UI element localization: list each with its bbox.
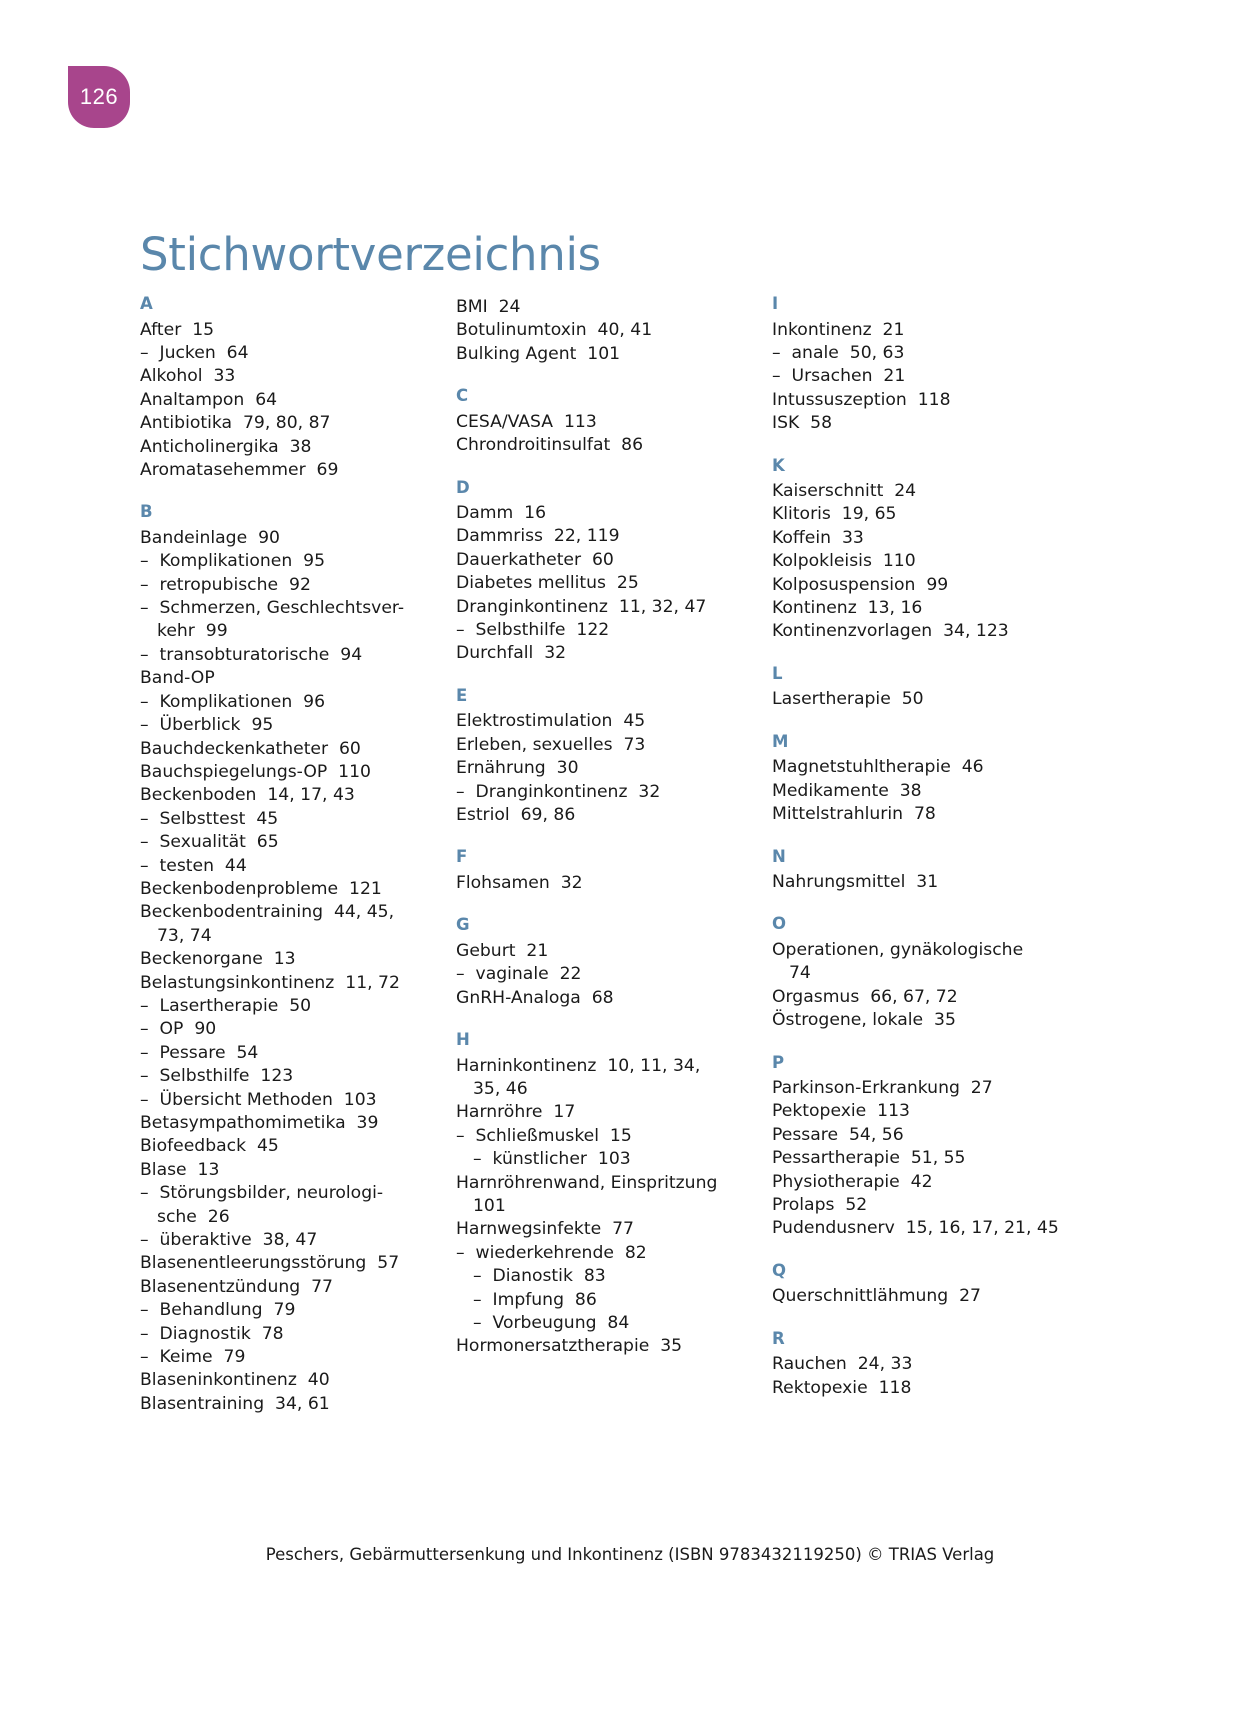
index-entry: Biofeedback 45 [140,1136,279,1157]
index-entry: Rektopexie 118 [772,1377,912,1398]
index-letter-heading: F [456,847,468,867]
index-entry: Kaiserschnitt 24 [772,481,917,502]
index-entry: – wiederkehrende 82 [456,1242,647,1263]
index-entry: Belastungsinkontinenz 11, 72 [140,972,400,993]
index-letter-heading: K [772,455,785,475]
index-entry: Inkontinenz 21 [772,319,905,340]
index-entry: Parkinson-Erkrankung 27 [772,1078,993,1099]
index-entry: Erleben, sexuelles 73 [456,734,646,755]
index-entry-continuation: kehr 99 [157,621,228,642]
index-column-3 [772,296,1088,1416]
index-entry: Bauchdeckenkatheter 60 [140,738,361,759]
index-entry: Koffein 33 [772,527,864,548]
index-entry: – Komplikationen 96 [140,691,326,712]
index-columns [140,296,1090,1416]
index-entry: Anticholinergika 38 [140,436,312,457]
index-entry: Blase 13 [140,1159,220,1180]
index-entry: ISK 58 [772,413,833,434]
index-entry: Rauchen 24, 33 [772,1354,913,1375]
index-entry: Betasympathomimetika 39 [140,1113,379,1133]
index-entry: – Sexualität 65 [140,832,279,853]
index-entry: – testen 44 [140,855,247,876]
index-entry: Antibiotika 79, 80, 87 [140,413,331,434]
index-entry: Bulking Agent 101 [456,343,621,364]
index-letter-heading: D [456,477,470,497]
index-entry: – Komplikationen 95 [140,551,326,572]
index-entry: – Störungsbilder, neurologi- [140,1183,384,1204]
index-entry: – Behandlung 79 [140,1300,296,1321]
index-entry: Nahrungsmittel 31 [772,872,939,892]
index-entry: Chrondroitinsulfat 86 [456,435,644,456]
index-entry: Kontinenzvorlagen 34, 123 [772,621,1009,642]
index-entry: – Ursachen 21 [772,366,906,387]
index-entry: Mittelstrahlurin 78 [772,804,936,825]
index-letter-heading: O [772,914,787,934]
index-entry: – Vorbeugung 84 [473,1313,630,1333]
index-letter-heading: C [456,386,469,406]
index-letter-heading: N [772,846,786,866]
index-entry: – Selbsthilfe 123 [140,1066,294,1087]
index-entry: – OP 90 [140,1019,217,1040]
index-entry: Damm 16 [456,503,547,524]
index-entry: Beckenboden 14, 17, 43 [140,785,355,806]
index-entry: Elektrostimulation 45 [456,711,646,732]
index-entry: – anale 50, 63 [772,342,905,363]
index-entry: Harnröhre 17 [456,1102,576,1123]
index-entry: – Selbsthilfe 122 [456,620,610,641]
index-entry-continuation: 101 [473,1195,506,1216]
index-letter-heading: Q [772,1260,787,1280]
index-entry: Pessartherapie 51, 55 [772,1148,966,1169]
index-entry: Harnwegsinfekte 77 [456,1219,634,1240]
index-entry: – Diagnostik 78 [140,1323,284,1344]
index-entry: Ernährung 30 [456,758,579,779]
index-entry: Klitoris 19, 65 [772,504,897,525]
index-letter-heading: L [772,663,783,683]
index-entry: Geburt 21 [456,940,549,961]
page-number-badge [68,66,130,128]
index-entry: Alkohol 33 [140,366,236,387]
index-entry: – Jucken 64 [140,342,249,363]
index-entry: Intussuszeption 118 [772,389,951,410]
index-entry-continuation: 35, 46 [473,1078,528,1099]
index-entry: – überaktive 38, 47 [140,1230,318,1251]
index-entry: Pudendusnerv 15, 16, 17, 21, 45 [772,1218,1059,1239]
index-entry: – künstlicher 103 [473,1149,631,1170]
index-entry: – Dranginkontinenz 32 [456,781,661,802]
index-entry: Östrogene, lokale 35 [772,1010,956,1031]
index-letter-heading: M [772,731,789,751]
index-entry: Harnröhrenwand, Einspritzung [456,1172,718,1193]
index-column-2 [456,296,772,1416]
index-entry: Blasenentleerungsstörung 57 [140,1253,400,1274]
index-entry-continuation: 73, 74 [157,925,212,946]
index-entry: Analtampon 64 [140,389,278,410]
index-entry: Hormonersatztherapie 35 [456,1336,683,1357]
index-entry: GnRH-Analoga 68 [456,987,614,1008]
index-entry: Kolposuspension 99 [772,574,949,595]
index-entry: Dauerkatheter 60 [456,549,614,570]
index-entry: – transobturatorische 94 [140,644,363,665]
index-letter-heading: E [456,685,468,705]
index-entry: Beckenbodentraining 44, 45, [140,902,395,923]
index-entry: – Schließmuskel 15 [456,1125,632,1146]
index-entry: Beckenbodenprobleme 121 [140,878,382,899]
index-entry: – Schmerzen, Geschlechtsver- [140,598,405,619]
index-entry: – Impfung 86 [473,1289,597,1310]
index-entry: Dammriss 22, 119 [456,526,620,547]
page-number-label: 126 [79,84,119,109]
index-entry: Physiotherapie 42 [772,1171,933,1192]
index-entry-continuation: 74 [789,963,811,984]
index-entry: – Überblick 95 [140,715,274,736]
index-entry: Bauchspiegelungs-OP 110 [140,761,371,782]
index-entry: Querschnittlähmung 27 [772,1286,981,1307]
index-entry: – Lasertherapie 50 [140,995,312,1016]
index-entry: – Übersicht Methoden 103 [140,1089,377,1110]
index-entry: Kontinenz 13, 16 [772,598,923,619]
index-entry: Operationen, gynäkologische [772,939,1024,960]
index-entry: Flohsamen 32 [456,872,583,893]
index-entry: Aromatasehemmer 69 [140,459,339,480]
index-entry: Bandeinlage 90 [140,527,280,548]
index-entry: Pessare 54, 56 [772,1124,904,1145]
index-entry: Blasenentzündung 77 [140,1276,333,1297]
index-entry: Magnetstuhltherapie 46 [772,757,984,778]
page-title: Stichwortverzeichnis [140,228,601,282]
index-letter-heading: P [772,1052,785,1072]
index-entry: Durchfall 32 [456,643,567,664]
index-entry: Kolpokleisis 110 [772,551,916,572]
index-entry: – retropubische 92 [140,574,311,595]
index-entry: Orgasmus 66, 67, 72 [772,986,958,1007]
index-entry: Band-OP [140,668,215,689]
index-entry: Prolaps 52 [772,1195,868,1216]
index-entry: – Keime 79 [140,1347,246,1368]
index-entry: Lasertherapie 50 [772,689,924,710]
index-letter-heading: H [456,1030,470,1050]
index-entry: – Pessare 54 [140,1042,259,1063]
index-letter-heading: R [772,1328,785,1348]
index-letter-heading: B [140,502,153,522]
index-entry: CESA/VASA 113 [456,411,597,432]
index-entry: – Dianostik 83 [473,1266,606,1287]
index-entry: Medikamente 38 [772,780,922,801]
index-entry: Diabetes mellitus 25 [456,573,639,594]
index-entry: After 15 [140,319,215,340]
index-entry: Pektopexie 113 [772,1101,910,1122]
index-entry: Blasentraining 34, 61 [140,1393,330,1414]
index-entry: Beckenorgane 13 [140,949,296,970]
index-entry: – Selbsttest 45 [140,808,279,829]
index-entry: – vaginale 22 [456,964,582,985]
index-letter-heading: I [772,294,779,313]
index-entry: BMI 24 [456,297,521,317]
index-entry: Harninkontinenz 10, 11, 34, [456,1055,701,1076]
index-letter-heading: A [140,294,153,313]
index-letter-heading: G [456,915,470,935]
index-column-1 [140,296,456,1416]
index-entry: Estriol 69, 86 [456,805,576,825]
footer-copyright: Peschers, Gebärmuttersenkung und Inkontinenz (ISBN 9783432119250) © TRIAS Verlag [265,1545,995,1564]
index-entry: Blaseninkontinenz 40 [140,1370,330,1391]
index-entry-continuation: sche 26 [157,1206,230,1227]
index-entry: Botulinumtoxin 40, 41 [456,320,653,341]
index-entry: Dranginkontinenz 11, 32, 47 [456,596,707,617]
